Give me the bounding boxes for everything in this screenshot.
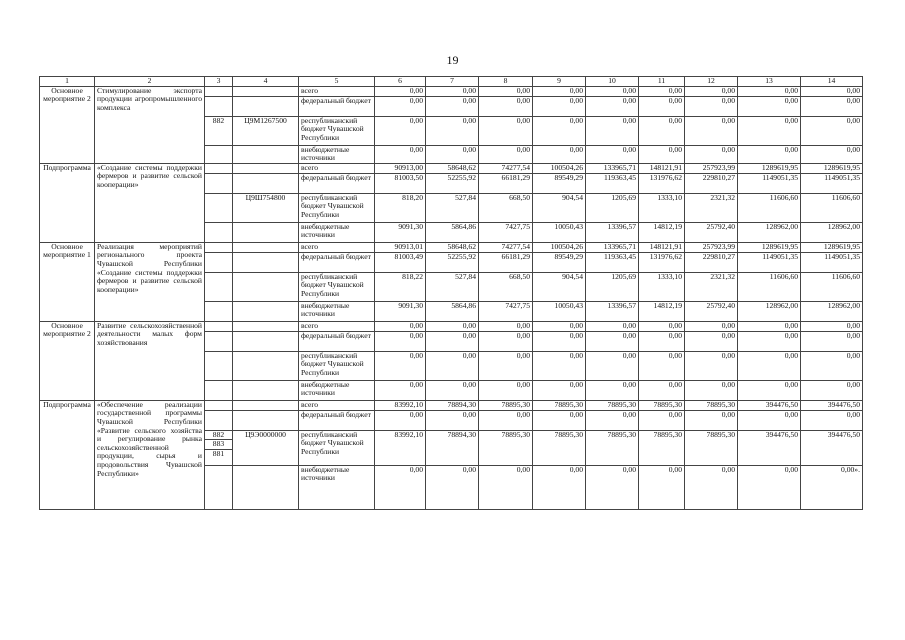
year-value-cell: 0,00 — [533, 116, 586, 145]
year-value-cell: 1205,69 — [586, 193, 639, 222]
program-name-cell: «Создание системы поддержки фермеров и развитие сельской кооперации» — [95, 163, 205, 242]
year-value-cell: 0,00 — [375, 116, 426, 145]
target-article-cell — [233, 252, 299, 272]
year-value-cell: 11606,60 — [738, 272, 801, 301]
year-value-cell: 128962,00 — [738, 301, 801, 321]
year-value-cell: 0,00 — [479, 116, 533, 145]
year-value-cell: 0,00 — [533, 380, 586, 400]
year-value-cell: 229810,27 — [685, 252, 738, 272]
year-value-cell: 0,00 — [479, 410, 533, 430]
year-value-cell: 5864,86 — [426, 301, 479, 321]
budget-code-cell — [205, 242, 233, 252]
year-value-cell: 11606,60 — [801, 272, 863, 301]
year-value-cell: 0,00 — [639, 86, 685, 96]
year-value-cell: 0,00 — [426, 331, 479, 351]
year-value-cell: 0,00 — [426, 465, 479, 509]
year-value-cell: 0,00 — [738, 465, 801, 509]
year-value-cell: 0,00 — [426, 96, 479, 116]
year-value-cell: 1289619,95 — [738, 242, 801, 252]
table-row — [40, 242, 863, 252]
budget-code-cell — [205, 145, 233, 163]
year-value-cell: 0,00 — [639, 145, 685, 163]
year-value-cell: 0,00 — [375, 321, 426, 331]
year-value-cell: 0,00 — [639, 116, 685, 145]
year-value-cell: 0,00 — [738, 331, 801, 351]
program-name-cell: Реализация мероприятий регионального проекта Чувашской Республики «Создание системы поддержки фермеров и развитие сельской кооперации» — [95, 242, 205, 321]
year-value-cell: 0,00 — [375, 145, 426, 163]
year-value-cell: 78895,30 — [639, 400, 685, 410]
year-value-cell: 904,54 — [533, 193, 586, 222]
funding-source-cell: внебюджетные источники — [299, 222, 375, 242]
year-value-cell: 0,00 — [639, 331, 685, 351]
target-article-cell — [233, 465, 299, 509]
year-value-cell: 0,00 — [801, 145, 863, 163]
target-article-cell: Ц9М1267500 — [233, 116, 299, 145]
funding-source-cell: всего — [299, 163, 375, 173]
year-value-cell: 78895,30 — [586, 400, 639, 410]
year-value-cell: 0,00 — [533, 145, 586, 163]
budget-code-cell — [205, 222, 233, 242]
year-value-cell: 0,00 — [586, 465, 639, 509]
year-value-cell: 0,00 — [533, 86, 586, 96]
year-value-cell: 0,00 — [685, 86, 738, 96]
year-value-cell: 78895,30 — [479, 400, 533, 410]
year-value-cell: 78895,30 — [479, 430, 533, 465]
year-value-cell: 0,00 — [639, 96, 685, 116]
budget-code-cell — [205, 252, 233, 272]
year-value-cell: 78894,30 — [426, 430, 479, 465]
program-name-cell: «Обеспечение реализации государственной программы Чувашской Республики «Развитие сельского хозяйства и регулирование рынка сельскохозяйственной продукции, сырья и продовольствия Чувашской Республики» — [95, 400, 205, 509]
year-value-cell: 133965,71 — [586, 242, 639, 252]
year-value-cell: 0,00 — [639, 465, 685, 509]
year-value-cell: 52255,92 — [426, 173, 479, 193]
budget-code-cell — [205, 321, 233, 331]
year-value-cell: 0,00 — [375, 351, 426, 380]
year-value-cell: 0,00 — [801, 116, 863, 145]
target-article-cell — [233, 163, 299, 173]
year-value-cell: 14812,19 — [639, 222, 685, 242]
year-value-cell: 0,00 — [738, 321, 801, 331]
year-value-cell: 668,50 — [479, 272, 533, 301]
year-value-cell: 58648,62 — [426, 163, 479, 173]
funding-source-cell: внебюджетные источники — [299, 301, 375, 321]
year-value-cell: 0,00 — [586, 96, 639, 116]
year-value-cell: 0,00 — [738, 96, 801, 116]
year-value-cell: 148121,91 — [639, 163, 685, 173]
target-article-cell — [233, 96, 299, 116]
year-value-cell: 81003,49 — [375, 252, 426, 272]
funding-source-cell: федеральный бюджет — [299, 252, 375, 272]
year-value-cell: 0,00 — [375, 380, 426, 400]
target-article-cell — [233, 145, 299, 163]
year-value-cell: 394476,50 — [801, 400, 863, 410]
year-value-cell: 78894,30 — [426, 400, 479, 410]
table-row — [40, 400, 863, 410]
year-value-cell: 0,00 — [426, 351, 479, 380]
year-value-cell: 10050,43 — [533, 222, 586, 242]
budget-code-cell — [205, 400, 233, 410]
budget-code-cell — [205, 430, 233, 465]
year-value-cell: 78895,30 — [533, 400, 586, 410]
year-value-cell: 0,00 — [639, 410, 685, 430]
year-value-cell: 0,00 — [479, 96, 533, 116]
column-number-6: 6 — [375, 77, 426, 87]
target-article-cell — [233, 400, 299, 410]
year-value-cell: 0,00 — [738, 380, 801, 400]
year-value-cell: 100504,26 — [533, 242, 586, 252]
year-value-cell: 7427,75 — [479, 301, 533, 321]
year-value-cell: 0,00 — [479, 321, 533, 331]
budget-code: 883 — [205, 440, 232, 450]
target-article-cell — [233, 380, 299, 400]
year-value-cell: 89549,29 — [533, 252, 586, 272]
column-number-14: 14 — [801, 77, 863, 87]
year-value-cell: 0,00 — [586, 145, 639, 163]
funding-source-cell: федеральный бюджет — [299, 173, 375, 193]
target-article-cell — [233, 321, 299, 331]
year-value-cell: 78895,30 — [639, 430, 685, 465]
year-value-cell: 78895,30 — [685, 400, 738, 410]
year-value-cell: 0,00 — [586, 410, 639, 430]
year-value-cell: 0,00 — [375, 86, 426, 96]
year-value-cell: 0,00». — [801, 465, 863, 509]
year-value-cell: 904,54 — [533, 272, 586, 301]
funding-source-cell: внебюджетные источники — [299, 465, 375, 509]
year-value-cell: 0,00 — [685, 96, 738, 116]
target-article-cell — [233, 173, 299, 193]
year-value-cell: 229810,27 — [685, 173, 738, 193]
year-value-cell: 100504,26 — [533, 163, 586, 173]
target-article-cell — [233, 272, 299, 301]
year-value-cell: 0,00 — [801, 86, 863, 96]
budget-code-cell — [205, 331, 233, 351]
year-value-cell: 0,00 — [426, 380, 479, 400]
year-value-cell: 0,00 — [685, 116, 738, 145]
funding-source-cell: всего — [299, 400, 375, 410]
target-article-cell — [233, 301, 299, 321]
funding-source-cell: республиканский бюджет Чувашской Республики — [299, 272, 375, 301]
program-status-cell: Основное мероприятие 2 — [40, 86, 95, 163]
year-value-cell: 0,00 — [586, 321, 639, 331]
budget-code-cell — [205, 86, 233, 96]
program-name-cell: Стимулирование экспорта продукции агропромышленного комплекса — [95, 86, 205, 163]
funding-source-cell: республиканский бюджет Чувашской Республики — [299, 116, 375, 145]
funding-source-cell: всего — [299, 321, 375, 331]
year-value-cell: 257923,99 — [685, 242, 738, 252]
budget-table-body — [40, 77, 863, 510]
column-number-4: 4 — [233, 77, 299, 87]
budget-code-cell — [205, 465, 233, 509]
program-name-cell: Развитие сельскохозяйственной деятельности малых форм хозяйствования — [95, 321, 205, 400]
column-number-10: 10 — [586, 77, 639, 87]
column-number-2: 2 — [95, 77, 205, 87]
budget-code: 882 — [205, 431, 232, 441]
budget-code-cell — [205, 380, 233, 400]
year-value-cell: 1149051,35 — [738, 173, 801, 193]
year-value-cell: 0,00 — [738, 145, 801, 163]
year-value-cell: 128962,00 — [801, 301, 863, 321]
year-value-cell: 83992,10 — [375, 430, 426, 465]
year-value-cell: 1289619,95 — [801, 242, 863, 252]
year-value-cell: 0,00 — [375, 410, 426, 430]
budget-code: 881 — [212, 448, 225, 458]
year-value-cell: 74277,54 — [479, 242, 533, 252]
year-value-cell: 1289619,95 — [801, 163, 863, 173]
year-value-cell: 0,00 — [533, 351, 586, 380]
year-value-cell: 9091,30 — [375, 301, 426, 321]
table-row — [40, 163, 863, 173]
year-value-cell: 1333,10 — [639, 193, 685, 222]
year-value-cell: 2321,32 — [685, 272, 738, 301]
year-value-cell: 0,00 — [426, 145, 479, 163]
year-value-cell: 0,00 — [639, 321, 685, 331]
year-value-cell: 527,84 — [426, 272, 479, 301]
year-value-cell: 0,00 — [426, 86, 479, 96]
year-value-cell: 394476,50 — [801, 430, 863, 465]
year-value-cell: 119363,45 — [586, 173, 639, 193]
budget-code-cell — [205, 163, 233, 173]
year-value-cell: 81003,50 — [375, 173, 426, 193]
table-row — [40, 86, 863, 96]
year-value-cell: 78895,30 — [586, 430, 639, 465]
year-value-cell: 394476,50 — [738, 400, 801, 410]
year-value-cell: 818,22 — [375, 272, 426, 301]
year-value-cell: 74277,54 — [479, 163, 533, 173]
year-value-cell: 0,00 — [479, 86, 533, 96]
year-value-cell: 90913,01 — [375, 242, 426, 252]
budget-code-cell — [205, 410, 233, 430]
year-value-cell: 0,00 — [801, 96, 863, 116]
budget-code-cell — [205, 193, 233, 222]
year-value-cell: 527,84 — [426, 193, 479, 222]
year-value-cell: 0,00 — [801, 321, 863, 331]
year-value-cell: 0,00 — [533, 410, 586, 430]
year-value-cell: 25792,40 — [685, 222, 738, 242]
budget-code-cell — [205, 173, 233, 193]
funding-source-cell: внебюджетные источники — [299, 380, 375, 400]
year-value-cell: 0,00 — [426, 321, 479, 331]
year-value-cell: 0,00 — [738, 351, 801, 380]
year-value-cell: 0,00 — [639, 351, 685, 380]
column-number-9: 9 — [533, 77, 586, 87]
year-value-cell: 58648,62 — [426, 242, 479, 252]
column-number-8: 8 — [479, 77, 533, 87]
budget-code-cell — [205, 351, 233, 380]
year-value-cell: 1289619,95 — [738, 163, 801, 173]
target-article-cell — [233, 86, 299, 96]
funding-source-cell: всего — [299, 86, 375, 96]
year-value-cell: 83992,10 — [375, 400, 426, 410]
target-article-cell — [233, 222, 299, 242]
year-value-cell: 1149051,35 — [801, 252, 863, 272]
year-value-cell: 0,00 — [479, 351, 533, 380]
year-value-cell: 131976,62 — [639, 173, 685, 193]
funding-source-cell: федеральный бюджет — [299, 410, 375, 430]
year-value-cell: 5864,86 — [426, 222, 479, 242]
year-value-cell: 7427,75 — [479, 222, 533, 242]
year-value-cell: 133965,71 — [586, 163, 639, 173]
page-number: 19 — [446, 53, 459, 67]
year-value-cell: 0,00 — [533, 465, 586, 509]
column-number-7: 7 — [426, 77, 479, 87]
year-value-cell: 0,00 — [586, 351, 639, 380]
budget-code-cell — [205, 96, 233, 116]
year-value-cell: 0,00 — [375, 465, 426, 509]
year-value-cell: 0,00 — [639, 380, 685, 400]
year-value-cell: 0,00 — [479, 145, 533, 163]
table-row — [40, 321, 863, 331]
funding-source-cell: всего — [299, 242, 375, 252]
target-article-cell — [233, 331, 299, 351]
year-value-cell: 0,00 — [685, 351, 738, 380]
year-value-cell: 148121,91 — [639, 242, 685, 252]
year-value-cell: 9091,30 — [375, 222, 426, 242]
program-status-cell: Основное мероприятие 1 — [40, 242, 95, 321]
year-value-cell: 0,00 — [375, 96, 426, 116]
year-value-cell: 52255,92 — [426, 252, 479, 272]
year-value-cell: 0,00 — [426, 410, 479, 430]
funding-source-cell: внебюджетные источники — [299, 145, 375, 163]
year-value-cell: 1333,10 — [639, 272, 685, 301]
funding-source-cell: республиканский бюджет Чувашской Республики — [299, 351, 375, 380]
year-value-cell: 0,00 — [685, 321, 738, 331]
column-number-13: 13 — [738, 77, 801, 87]
funding-source-cell: федеральный бюджет — [299, 96, 375, 116]
year-value-cell: 0,00 — [801, 351, 863, 380]
year-value-cell: 0,00 — [586, 380, 639, 400]
year-value-cell: 0,00 — [533, 96, 586, 116]
year-value-cell: 0,00 — [738, 86, 801, 96]
budget-code-cell — [205, 272, 233, 301]
program-status-cell: Подпрограмма — [40, 400, 95, 509]
year-value-cell: 128962,00 — [738, 222, 801, 242]
year-value-cell: 90913,00 — [375, 163, 426, 173]
year-value-cell: 818,20 — [375, 193, 426, 222]
year-value-cell: 0,00 — [586, 116, 639, 145]
column-number-row — [40, 77, 863, 87]
target-article-cell: Ц9Э0000000 — [233, 430, 299, 465]
year-value-cell: 0,00 — [479, 331, 533, 351]
year-value-cell: 66181,29 — [479, 173, 533, 193]
funding-source-cell: республиканский бюджет Чувашской Республики — [299, 430, 375, 465]
target-article-cell — [233, 351, 299, 380]
year-value-cell: 128962,00 — [801, 222, 863, 242]
year-value-cell: 1149051,35 — [738, 252, 801, 272]
year-value-cell: 25792,40 — [685, 301, 738, 321]
program-status-cell: Основное мероприятие 2 — [40, 321, 95, 400]
year-value-cell: 0,00 — [685, 410, 738, 430]
column-number-12: 12 — [685, 77, 738, 87]
year-value-cell: 394476,50 — [738, 430, 801, 465]
year-value-cell: 0,00 — [375, 331, 426, 351]
year-value-cell: 0,00 — [533, 321, 586, 331]
budget-code-cell — [205, 301, 233, 321]
column-number-1: 1 — [40, 77, 95, 87]
year-value-cell: 1149051,35 — [801, 173, 863, 193]
year-value-cell: 0,00 — [479, 465, 533, 509]
year-value-cell: 0,00 — [685, 331, 738, 351]
year-value-cell: 0,00 — [685, 145, 738, 163]
target-article-cell — [233, 242, 299, 252]
year-value-cell: 257923,99 — [685, 163, 738, 173]
year-value-cell: 0,00 — [479, 380, 533, 400]
year-value-cell: 13396,57 — [586, 301, 639, 321]
year-value-cell: 1205,69 — [586, 272, 639, 301]
year-value-cell: 66181,29 — [479, 252, 533, 272]
funding-source-cell: республиканский бюджет Чувашской Республики — [299, 193, 375, 222]
column-number-5: 5 — [299, 77, 375, 87]
year-value-cell: 14812,19 — [639, 301, 685, 321]
year-value-cell: 0,00 — [801, 331, 863, 351]
year-value-cell: 131976,62 — [639, 252, 685, 272]
budget-table — [39, 76, 863, 510]
year-value-cell: 0,00 — [738, 410, 801, 430]
year-value-cell: 0,00 — [801, 410, 863, 430]
year-value-cell: 0,00 — [586, 331, 639, 351]
year-value-cell: 2321,32 — [685, 193, 738, 222]
year-value-cell: 668,50 — [479, 193, 533, 222]
target-article-cell — [233, 410, 299, 430]
year-value-cell: 13396,57 — [586, 222, 639, 242]
year-value-cell: 0,00 — [801, 380, 863, 400]
year-value-cell: 10050,43 — [533, 301, 586, 321]
year-value-cell: 0,00 — [533, 331, 586, 351]
year-value-cell: 0,00 — [586, 86, 639, 96]
year-value-cell: 89549,29 — [533, 173, 586, 193]
year-value-cell: 11606,60 — [801, 193, 863, 222]
target-article-cell: Ц9Ш754800 — [233, 193, 299, 222]
year-value-cell: 119363,45 — [586, 252, 639, 272]
program-status-cell: Подпрограмма — [40, 163, 95, 242]
year-value-cell: 0,00 — [685, 465, 738, 509]
year-value-cell: 78895,30 — [685, 430, 738, 465]
year-value-cell: 0,00 — [426, 116, 479, 145]
year-value-cell: 0,00 — [738, 116, 801, 145]
column-number-11: 11 — [639, 77, 685, 87]
budget-code-cell: 882 — [205, 116, 233, 145]
year-value-cell: 0,00 — [685, 380, 738, 400]
funding-source-cell: федеральный бюджет — [299, 331, 375, 351]
year-value-cell: 11606,60 — [738, 193, 801, 222]
year-value-cell: 78895,30 — [533, 430, 586, 465]
column-number-3: 3 — [205, 77, 233, 87]
